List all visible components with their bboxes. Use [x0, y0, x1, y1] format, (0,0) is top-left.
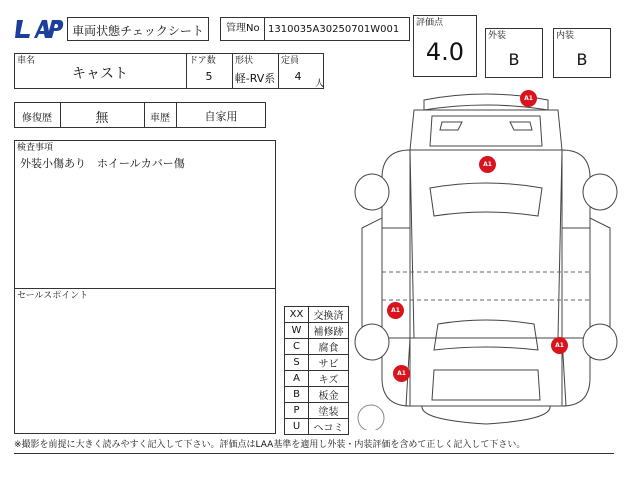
legend-meaning: 交換済 — [309, 307, 349, 323]
doors-value: 5 — [205, 70, 213, 83]
sales-label: セールスポイント — [17, 291, 89, 301]
legend-row — [285, 387, 349, 403]
legend-row — [285, 403, 349, 419]
legend-meaning: 補修跡 — [309, 323, 349, 339]
damage-marker-rear-left-wheel: A1 — [387, 302, 404, 319]
legend-code: W — [285, 323, 309, 339]
capacity-unit: 人 — [315, 79, 325, 89]
sales-box — [14, 288, 276, 434]
interior-label: 内装 — [556, 31, 575, 41]
name-label: 車名 — [17, 56, 36, 66]
damage-marker-rear-right-wheel: A1 — [551, 337, 568, 354]
inspection-label: 検査事項 — [17, 143, 54, 153]
footer-note: ※撮影を前提に大きく読みやすく記入して下さい。評価点はLAA基準を適用し外装・内装評価を含めて正しく記入して下さい。 — [14, 440, 526, 450]
legend-code: P — [285, 403, 309, 419]
legend-meaning: 板金 — [309, 387, 349, 403]
legend-code: B — [285, 387, 309, 403]
legend-row — [285, 323, 349, 339]
legend-code: XX — [285, 307, 309, 323]
shape-label: 形状 — [235, 56, 254, 66]
name-value: キャスト — [72, 66, 128, 82]
sheet-title: 車両状態チェックシート — [72, 24, 204, 38]
legend-row — [285, 371, 349, 387]
exterior-value: B — [508, 50, 520, 69]
kanri-divider — [264, 17, 265, 41]
legend-meaning: キズ — [309, 371, 349, 387]
kanri-label: 管理No — [226, 23, 260, 34]
legend-meaning: 塗装 — [309, 403, 349, 419]
capacity-value: 4 — [294, 70, 302, 83]
exterior-label: 外装 — [488, 31, 507, 41]
legend-row — [285, 419, 349, 435]
repair-label: 修復歴 — [22, 113, 52, 124]
inspection-text: 外装小傷あり ホイールカバー傷 — [20, 157, 185, 170]
logo — [14, 18, 64, 40]
legend-code: U — [285, 419, 309, 435]
legend-row — [285, 355, 349, 371]
footer-divider — [14, 453, 614, 454]
damage-marker-front-bumper: A1 — [520, 90, 537, 107]
legend-meaning: ヘコミ — [309, 419, 349, 435]
legend-code: S — [285, 355, 309, 371]
damage-marker-rear-left-quarter: A1 — [393, 365, 410, 382]
damage-legend — [284, 306, 349, 435]
legend-meaning: 腐食 — [309, 339, 349, 355]
legend-meaning: サビ — [309, 355, 349, 371]
legend-row — [285, 339, 349, 355]
use-label: 車歴 — [150, 113, 170, 124]
score-value: 4.0 — [425, 38, 465, 66]
score-label: 評価点 — [416, 18, 444, 28]
legend-code: A — [285, 371, 309, 387]
capacity-label: 定員 — [281, 56, 300, 66]
legend-code: C — [285, 339, 309, 355]
doors-label: ドア数 — [189, 56, 216, 66]
use-value: 自家用 — [204, 110, 238, 123]
interior-value: B — [576, 50, 588, 69]
damage-marker-hood: A1 — [479, 156, 496, 173]
shape-value: 軽-RV系 — [234, 72, 276, 85]
legend-row — [285, 307, 349, 323]
car-diagram — [352, 88, 620, 430]
repair-value: 無 — [95, 111, 109, 126]
kanri-value: 1310035A30250701W001 — [268, 24, 400, 35]
logo-mark-icon — [14, 18, 64, 40]
